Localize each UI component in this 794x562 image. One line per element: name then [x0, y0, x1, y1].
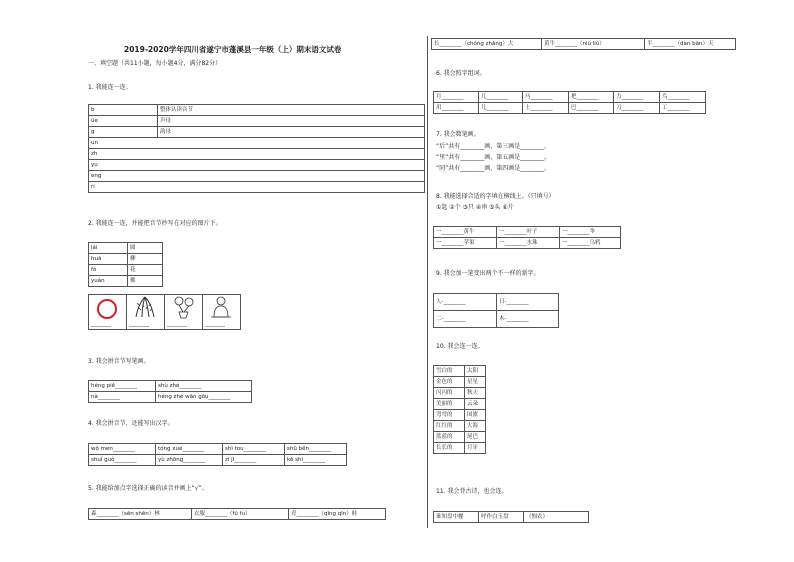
q9-prompt: 9. 我会加一笔变出两个不一样的新字。: [436, 270, 540, 277]
measure-word-cell[interactable]: 一________水珠: [497, 238, 560, 249]
word-cell[interactable]: 力________: [614, 92, 660, 103]
pinyin-write-cell[interactable]: zì jǐ________: [223, 455, 285, 466]
q1-left-cell[interactable]: zh: [89, 149, 425, 160]
adjective-cell[interactable]: 雪白的: [434, 366, 465, 377]
q6-prompt: 6. 我会照字组词。: [436, 70, 486, 77]
q8-table: [433, 226, 621, 249]
answer-blank[interactable]: ________: [205, 321, 225, 327]
q4-prompt: 4. 我会拼音节，还能写出汉字。: [88, 420, 174, 427]
q6-table: [433, 91, 706, 114]
q2-pair-table: [88, 242, 163, 287]
noun-cell[interactable]: 尾巴: [465, 432, 486, 443]
table-row: [89, 149, 425, 160]
table-row: [89, 171, 425, 182]
q7-prompt: 7. 我会数笔画。: [436, 131, 480, 138]
table-row: [434, 443, 486, 454]
answer-blank[interactable]: ________: [129, 321, 149, 327]
table-row: [434, 512, 589, 523]
word-cell[interactable]: 土________: [523, 103, 569, 114]
q10-prompt: 10. 我会连一连。: [436, 343, 484, 350]
table-row: [89, 116, 425, 127]
noun-cell[interactable]: 月牙: [465, 443, 486, 454]
answer-blank[interactable]: ________: [91, 321, 111, 327]
table-row: [89, 182, 425, 193]
table-row: [89, 265, 163, 276]
table-row: [434, 377, 486, 388]
poem-cell[interactable]: 谁知盘中餐: [434, 512, 479, 523]
reading-choice-cell[interactable]: 森________（sēn shēn）林: [89, 509, 192, 520]
new-char-cell[interactable]: 人-________: [434, 294, 497, 311]
buddha-icon: [205, 295, 238, 319]
adjective-cell[interactable]: 红红的: [434, 421, 465, 432]
reading-choice-cell[interactable]: 半________（dàn bàn）天: [645, 39, 736, 50]
willow-icon: [129, 295, 162, 319]
picture-cell: [89, 295, 127, 330]
pinyin-write-cell[interactable]: yù zhōng________: [156, 455, 223, 466]
stroke-cell[interactable]: shù zhé________: [156, 381, 252, 392]
word-cell[interactable]: 刀________: [614, 103, 660, 114]
word-cell[interactable]: 工________: [660, 103, 706, 114]
stroke-cell[interactable]: héng zhé wān gōu________: [156, 392, 252, 403]
word-cell[interactable]: 几________: [479, 92, 523, 103]
table-row: [89, 509, 386, 520]
stroke-count-line[interactable]: “同”共有________画，第四画是________。: [436, 165, 551, 172]
table-row: [434, 421, 486, 432]
hanzi-cell[interactable]: 佛: [128, 276, 163, 287]
adjective-cell[interactable]: 美丽的: [434, 399, 465, 410]
q5-prompt: 5. 我能给加点字选择正确的读音并画上“√”。: [88, 485, 208, 492]
column-divider: [427, 36, 428, 528]
pinyin-cell[interactable]: lái: [89, 243, 128, 254]
stroke-cell[interactable]: nà________: [89, 392, 156, 403]
q1-left-cell[interactable]: g: [89, 127, 158, 138]
hanzi-cell[interactable]: 圆: [128, 243, 163, 254]
answer-blank[interactable]: ________: [167, 321, 187, 327]
noun-cell[interactable]: 云朵: [465, 399, 486, 410]
q8-prompt: 8. 我能选择合适的字填在横线上。（只填号）: [436, 193, 555, 200]
circle-picture: [91, 295, 124, 329]
q3-table: [88, 380, 252, 403]
table-row: [89, 160, 425, 171]
poem-cell[interactable]: 呼作白玉盘: [479, 512, 524, 523]
q1-right-cell[interactable]: 韵母: [158, 127, 425, 138]
measure-word-cell[interactable]: 一________伞: [560, 227, 621, 238]
table-row: [89, 138, 425, 149]
table-row: [434, 294, 559, 311]
q10-table: [433, 365, 486, 454]
poem-cell[interactable]: 《悯农》: [524, 512, 589, 523]
new-char-cell[interactable]: 日-________: [497, 294, 559, 311]
q5-table-row1: [88, 508, 386, 520]
table-row: [434, 103, 706, 114]
q1-left-cell[interactable]: un: [89, 138, 425, 149]
flower-icon: [167, 295, 200, 319]
table-row: [432, 39, 736, 50]
pinyin-write-cell[interactable]: shì tou________: [223, 444, 285, 455]
stroke-cell[interactable]: héng piě________: [89, 381, 156, 392]
table-row: [89, 444, 347, 455]
section-heading: 一、填空题（共11小题，每小题4分，满分82分）: [88, 60, 222, 67]
table-row: [89, 455, 347, 466]
stroke-count-line[interactable]: “后”共有________画，第三画是________。: [436, 143, 551, 150]
hanzi-cell[interactable]: 花: [128, 265, 163, 276]
q1-left-cell[interactable]: b: [89, 105, 158, 116]
picture-cell: [203, 295, 241, 330]
q1-prompt: 1. 我能连一连。: [88, 84, 132, 91]
measure-word-cell[interactable]: 一________叶子: [497, 227, 560, 238]
reading-choice-cell[interactable]: 长________（chóng zhǎng）大: [432, 39, 542, 50]
table-row: [434, 432, 486, 443]
table-row: [434, 311, 559, 328]
q2-prompt: 2. 我能连一连，并能把音节抄写在对应的图片下。: [88, 220, 222, 227]
q1-left-cell[interactable]: üe: [89, 116, 158, 127]
q11-prompt: 11. 我会背古诗，也会连。: [436, 488, 508, 495]
new-char-cell[interactable]: 木-________: [497, 311, 559, 328]
table-row: [89, 295, 241, 330]
table-row: [89, 254, 163, 265]
q4-table: [88, 443, 347, 466]
measure-word-cell[interactable]: 一________苹果: [434, 238, 497, 249]
word-cell[interactable]: 马________: [523, 92, 569, 103]
q1-left-cell[interactable]: yu: [89, 160, 425, 171]
q5-table-row2: [431, 38, 736, 50]
table-row: [434, 410, 486, 421]
pinyin-cell[interactable]: huā: [89, 254, 128, 265]
table-row: [89, 392, 252, 403]
word-cell[interactable]: 巴________: [569, 103, 614, 114]
q1-right-cell[interactable]: 声母: [158, 116, 425, 127]
q8-options: ①匙 ②个 ③只 ④串 ⑤头 ⑥片: [436, 204, 514, 211]
table-row: [434, 92, 706, 103]
q9-table: [433, 293, 559, 328]
q11-table: [433, 511, 589, 523]
reading-choice-cell[interactable]: 青________（qīng qīn）蛙: [289, 509, 386, 520]
word-cell[interactable]: 月________: [434, 92, 479, 103]
q1-right-cell[interactable]: 整体认读音节: [158, 105, 425, 116]
new-char-cell[interactable]: 二-________: [434, 311, 497, 328]
word-cell[interactable]: 儿________: [479, 103, 523, 114]
table-row: [89, 127, 425, 138]
table-row: [434, 227, 621, 238]
reading-choice-cell[interactable]: 衣服________（fú fu）: [192, 509, 289, 520]
word-cell[interactable]: 用________: [434, 103, 479, 114]
pinyin-write-cell[interactable]: shuǐ guǒ________: [89, 455, 156, 466]
table-row: [89, 243, 163, 254]
hanzi-cell[interactable]: 柳: [128, 254, 163, 265]
pinyin-write-cell[interactable]: tóng xué________: [156, 444, 223, 455]
buddha-picture: [205, 295, 238, 329]
stroke-count-line[interactable]: “里”共有________画，第五画是________。: [436, 154, 551, 161]
adjective-cell[interactable]: 闪闪的: [434, 388, 465, 399]
pinyin-cell[interactable]: fó: [89, 265, 128, 276]
adjective-cell[interactable]: 长长的: [434, 443, 465, 454]
pinyin-write-cell[interactable]: wǒ men________: [89, 444, 156, 455]
table-row: [434, 366, 486, 377]
noun-cell[interactable]: 星星: [465, 377, 486, 388]
noun-cell[interactable]: 秋天: [465, 388, 486, 399]
noun-cell[interactable]: 大海: [465, 421, 486, 432]
noun-cell[interactable]: 太阳: [465, 366, 486, 377]
word-cell[interactable]: 把________: [569, 92, 614, 103]
picture-cell: [127, 295, 165, 330]
noun-cell[interactable]: 国旗: [465, 410, 486, 421]
q1-left-cell[interactable]: ri: [89, 182, 425, 193]
willow-picture: [129, 295, 162, 329]
q2-picture-table: [88, 294, 241, 330]
adjective-cell[interactable]: 金色的: [434, 377, 465, 388]
table-row: [434, 399, 486, 410]
pinyin-write-cell[interactable]: kě shì________: [285, 455, 347, 466]
q1-table: [88, 104, 425, 193]
reading-choice-cell[interactable]: 黄牛________（niú liú）: [542, 39, 645, 50]
table-row: [89, 381, 252, 392]
measure-word-cell[interactable]: 一________乌鸦: [560, 238, 621, 249]
measure-word-cell[interactable]: 一________黄牛: [434, 227, 497, 238]
picture-cell: [165, 295, 203, 330]
adjective-cell[interactable]: 弯弯的: [434, 410, 465, 421]
table-row: [89, 276, 163, 287]
adjective-cell[interactable]: 蓝蓝的: [434, 432, 465, 443]
page-title: 2019-2020学年四川省遂宁市蓬溪县一年级（上）期末语文试卷: [124, 45, 342, 54]
word-cell[interactable]: 鸟________: [660, 92, 706, 103]
table-row: [434, 238, 621, 249]
pinyin-write-cell[interactable]: shū běn________: [285, 444, 347, 455]
q3-prompt: 3. 我会拼音节写笔画。: [88, 358, 150, 365]
flower-vase-picture: [167, 295, 200, 329]
pinyin-cell[interactable]: yuán: [89, 276, 128, 287]
q1-left-cell[interactable]: eng: [89, 171, 425, 182]
table-row: [434, 388, 486, 399]
table-row: [89, 105, 425, 116]
red-circle-icon: [97, 299, 117, 319]
